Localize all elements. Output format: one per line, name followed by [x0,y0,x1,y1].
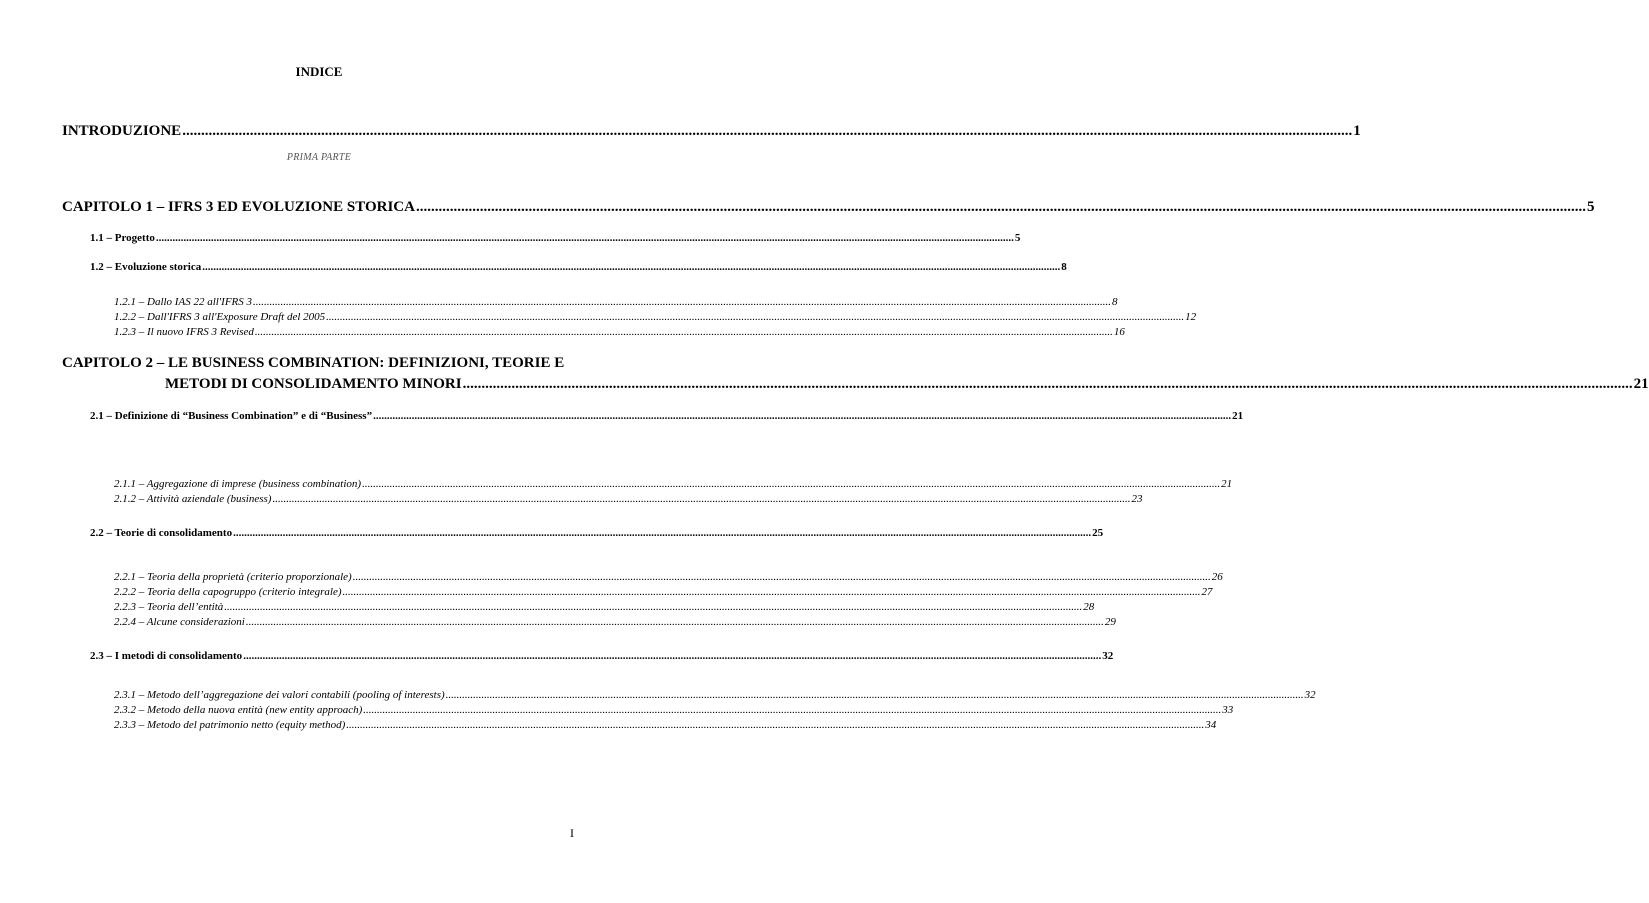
toc-entry-1-2[interactable] [90,261,1067,273]
toc-entry-label: 2.2.1 – Teoria della proprietà (criterio proporzionale) [114,571,352,583]
toc-entry-label: 2.2 – Teorie di consolidamento [90,527,233,539]
toc-entry-2-2-1[interactable] [114,570,1223,585]
toc-entry-page: 25 [1092,527,1104,539]
toc-entry-2-2[interactable] [90,527,1104,539]
toc-entry-label: 2.2.4 – Alcune considerazioni [114,616,245,628]
toc-entry-page: 27 [1201,586,1213,598]
toc-entry-1-1[interactable] [90,232,1021,244]
toc-entry-capitolo-2-line1[interactable]: CAPITOLO 2 – LE BUSINESS COMBINATION: DEFINIZIONI, TEORIE E [62,355,565,371]
toc-entry-page: 21 [1633,376,1649,392]
toc-leader-dots: ........................................................................................................................................................................................................................................................................................................................ [462,376,1633,392]
toc-leader-dots: ........................................................................................................................................................................................................................................................................................................................ [326,311,1185,323]
toc-leader-dots: ........................................................................................................................................................................................................................................................................................................................ [182,123,1353,139]
toc-leader-dots: ........................................................................................................................................................................................................................................................................................................................ [415,199,1586,215]
toc-leader-dots: ........................................................................................................................................................................................................................................................................................................................ [245,616,1104,628]
toc-entry-2-2-2[interactable] [114,585,1213,600]
toc-entry-label: 2.1 – Definizione di “Business Combination” e di “Business” [90,410,373,422]
toc-entry-label: 1.2.2 – Dall'IFRS 3 all'Exposure Draft del 2005 [114,311,326,323]
toc-entry-capitolo-1[interactable] [62,199,1595,216]
toc-leader-dots: ........................................................................................................................................................................................................................................................................................................................ [373,410,1232,422]
index-title: INDICE [295,64,343,79]
toc-leader-dots: ........................................................................................................................................................................................................................................................................................................................ [224,601,1083,613]
toc-entry-label: METODI DI CONSOLIDAMENTO MINORI [165,376,462,392]
toc-entry-2-1[interactable] [90,410,1244,422]
toc-leader-dots: ........................................................................................................................................................................................................................................................................................................................ [362,478,1221,490]
toc-entry-label: 1.2.3 – Il nuovo IFRS 3 Revised [114,326,254,338]
toc-entry-1-2-3[interactable] [114,325,1125,340]
toc-entry-label: 2.2.2 – Teoria della capogruppo (criterio integrale) [114,586,342,598]
toc-entry-2-3-2[interactable] [114,703,1234,718]
toc-entry-page: 8 [1061,261,1067,273]
toc-entry-page: 34 [1205,719,1217,731]
toc-entry-label: 2.3 – I metodi di consolidamento [90,650,243,662]
toc-entry-2-1-1[interactable] [114,477,1233,492]
toc-leader-dots: ........................................................................................................................................................................................................................................................................................................................ [254,326,1113,338]
toc-leader-dots: ........................................................................................................................................................................................................................................................................................................................ [272,493,1131,505]
toc-entry-2-3[interactable] [90,650,1114,662]
toc-entry-label: 2.2.3 – Teoria dell’entità [114,601,224,613]
toc-entry-label: CAPITOLO 1 – IFRS 3 ED EVOLUZIONE STORICA [62,199,415,215]
toc-entry-2-2-4[interactable] [114,615,1116,630]
toc-entry-page: 32 [1102,650,1114,662]
toc-leader-dots: ........................................................................................................................................................................................................................................................................................................................ [202,261,1061,273]
toc-entry-page: 29 [1104,616,1116,628]
toc-entry-2-1-2[interactable] [114,492,1143,507]
toc-entry-label: 2.1.2 – Attività aziendale (business) [114,493,272,505]
toc-entry-label: 1.2 – Evoluzione storica [90,261,202,273]
toc-entry-1-2-1[interactable] [114,295,1118,310]
toc-entry-1-2-2[interactable] [114,310,1197,325]
toc-entry-label: 2.1.1 – Aggregazione di imprese (business combination) [114,478,362,490]
part-heading: PRIMA PARTE [286,152,352,163]
toc-entry-capitolo-2[interactable] [165,376,1649,393]
toc-entry-label: 1.2.1 – Dallo IAS 22 all'IFRS 3 [114,296,253,308]
toc-entry-2-3-3[interactable] [114,718,1217,733]
toc-entry-page: 26 [1211,571,1223,583]
toc-entry-page: 12 [1185,311,1197,323]
toc-entry-page: 5 [1586,199,1595,215]
toc-entry-label: 2.3.1 – Metodo dell’aggregazione dei valori contabili (pooling of interests) [114,689,445,701]
toc-entry-page: 28 [1083,601,1095,613]
toc-entry-introduzione[interactable] [62,123,1361,140]
toc-entry-page: 5 [1014,232,1021,244]
toc-entry-page: 8 [1112,296,1118,308]
toc-leader-dots: ........................................................................................................................................................................................................................................................................................................................ [342,586,1201,598]
toc-entry-page: 33 [1222,704,1234,716]
toc-leader-dots: ........................................................................................................................................................................................................................................................................................................................ [233,527,1092,539]
toc-leader-dots: ........................................................................................................................................................................................................................................................................................................................ [253,296,1112,308]
toc-entry-page: 21 [1232,410,1244,422]
toc-entry-page: 16 [1113,326,1125,338]
toc-leader-dots: ........................................................................................................................................................................................................................................................................................................................ [155,232,1014,244]
toc-entry-label: INTRODUZIONE [62,123,182,139]
toc-entry-2-2-3[interactable] [114,600,1095,615]
toc-entry-2-3-1[interactable] [114,688,1316,703]
page-number: I [570,826,574,840]
toc-entry-page: 21 [1221,478,1233,490]
toc-leader-dots: ........................................................................................................................................................................................................................................................................................................................ [363,704,1222,716]
toc-entry-label: 2.3.2 – Metodo della nuova entità (new entity approach) [114,704,363,716]
toc-leader-dots: ........................................................................................................................................................................................................................................................................................................................ [346,719,1205,731]
toc-entry-page: 1 [1353,123,1361,139]
toc-leader-dots: ........................................................................................................................................................................................................................................................................................................................ [352,571,1211,583]
toc-entry-page: 23 [1131,493,1143,505]
toc-entry-label: 2.3.3 – Metodo del patrimonio netto (equity method) [114,719,346,731]
toc-entry-label: 1.1 – Progetto [90,232,155,244]
toc-leader-dots: ........................................................................................................................................................................................................................................................................................................................ [243,650,1102,662]
toc-entry-page: 32 [1304,689,1316,701]
toc-leader-dots: ........................................................................................................................................................................................................................................................................................................................ [445,689,1304,701]
